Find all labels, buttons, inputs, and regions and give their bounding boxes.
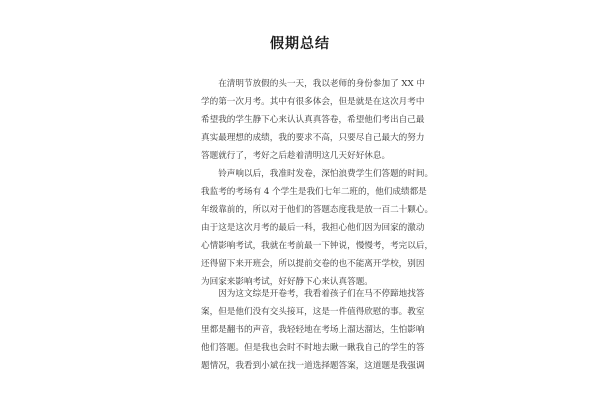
text-line: 我监考的考场有 4 个学生是我们七年二班的，他们成绩都是	[201, 187, 427, 197]
text-line: 真实最理想的成绩，我的要求不高，只要尽自己最大的努力	[201, 133, 425, 143]
text-line: 由于这是这次月考的最后一科，我担心他们因为回家的激动	[201, 223, 425, 233]
text-line: 还得留下来开班会，所以提前交卷的也不能离开学校，别因	[201, 259, 425, 269]
text-line: 学的第一次月考。其中有很多体会，但是就是在这次月考中	[201, 97, 425, 107]
text-line: 他们答题。但是我也会时不时地去瞅一瞅我自己的学生的答	[201, 343, 425, 353]
paragraph-2	[201, 165, 434, 291]
text-line: 心情影响考试，我就在考前最一下钟说，慢慢考，考完以后，	[201, 241, 434, 251]
paragraph-3	[201, 285, 425, 375]
paragraph-1	[201, 75, 425, 165]
document-title: 假期总结	[270, 36, 330, 52]
text-line: 年级靠前的，所以对于他们的答题态度我是放一百二十颗心。	[201, 205, 434, 215]
text-line: 在清明节放假的头一天，我以老师的身份参加了 XX 中	[201, 79, 425, 89]
text-line: 里都是翻书的声音，我轻轻地在考场上溜达溜达，生怕影响	[201, 325, 425, 335]
text-line: 案，但是他们没有交头接耳，这是一件值得欣慰的事。教室	[201, 307, 425, 317]
text-line: 为回家来影响考试，好好静下心来认真答题。	[201, 277, 373, 287]
text-line: 答题就行了，考好之后趁着清明这几天好好休息。	[201, 151, 391, 161]
text-line: 因为这文综是开卷考，我看着孩子们在马不停蹄地找答	[201, 289, 425, 299]
text-line: 题情况，我看到小斌在找一道选择题答案，这道题是我强调	[201, 361, 425, 371]
text-line: 希望我的学生静下心来认认真真答卷，希望他们考出自己最	[201, 115, 425, 125]
text-line: 铃声响以后，我准时发卷，深怕浪费学生们答题的时间。	[201, 169, 434, 179]
